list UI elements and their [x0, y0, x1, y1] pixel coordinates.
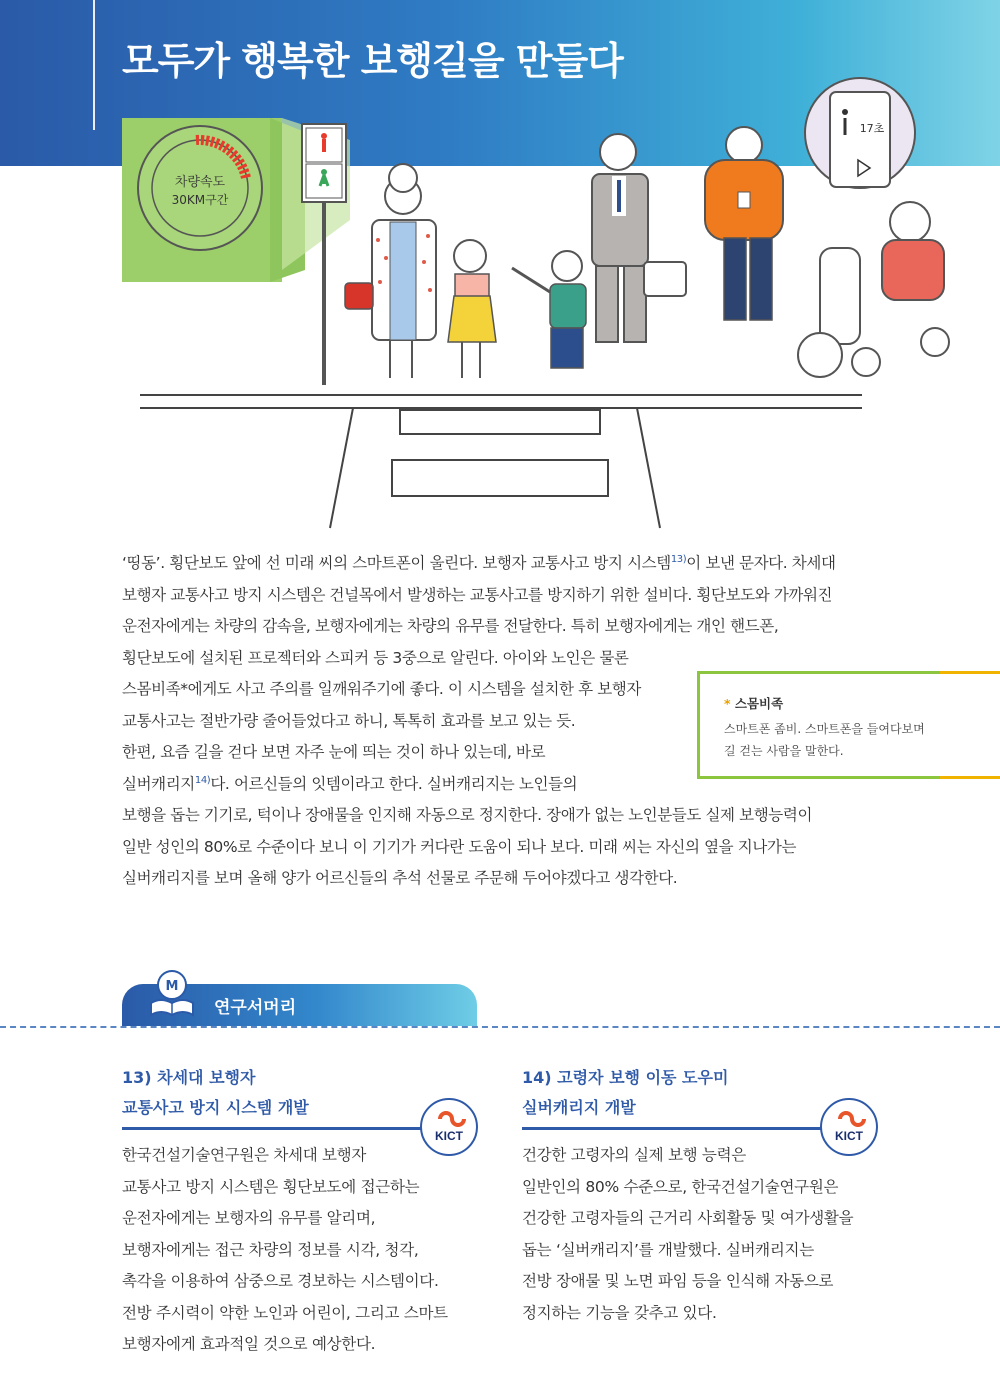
kict-logo: KICT [820, 1098, 878, 1156]
col1-text: 한국건설기술연구원은 차세대 보행자 교통사고 방지 시스템은 횡단보도에 접근하는 운전자에게는 보행자의 유무를 알리며, 보행자에게는 접근 차량의 정보를 시각, 청각, 촉각을 이용하여 삼중으로 경보하는 시스템이다. 전방 주시력이 약한 노인과 어린이, 그리고 스마트 보행자에게 효과적일 것으로 예상한다. [122, 1146, 448, 1353]
col1-rule [122, 1127, 432, 1130]
kict-mark-icon [436, 1108, 466, 1130]
crosswalk [140, 395, 862, 528]
footnote-ref-14: 14) [194, 774, 211, 786]
body-line-10: 일반 성인의 80%로 수준이다 보니 이 기기가 커다란 도움이 되나 보다. 미래 씨는 자신의 옆을 지나가는 [122, 837, 797, 856]
kict-logo: KICT [420, 1098, 478, 1156]
svg-text:M: M [165, 979, 179, 994]
col2-heading: 14) 고령자 보행 이동 도우미 실버캐리지 개발 [522, 1068, 729, 1117]
body-line-9: 보행을 돕는 기기로, 턱이나 장애물을 인지해 자동으로 정지한다. 장애가 없는 노인분들도 실제 보행능력이 [122, 806, 813, 824]
body-line-11: 실버캐리지를 보며 올해 양가 어르신들의 추석 선물로 주문해 두어야겠다고 생각한다. [122, 869, 678, 887]
page-title: 모두가 행복한 보행길을 만들다 [122, 39, 623, 83]
body-line-8: 실버캐리지$^{14)}$다. 어르신들의 잇템이라고 한다. 실버캐리지는 노인들의 [122, 774, 578, 793]
definition-body: 스마트폰 좀비. 스마트폰을 들여다보며 길 걷는 사람을 말한다. [724, 722, 925, 758]
sign-text-2: 30KM구간 [171, 193, 229, 207]
definition-box [697, 671, 1000, 779]
people [345, 78, 949, 378]
col1-heading: 13) 차세대 보행자 교통사고 방지 시스템 개발 [122, 1068, 309, 1117]
sign-text-1: 차량속도 [174, 175, 226, 190]
body-line-7: 한편, 요즘 길을 걷다 보면 자주 눈에 띄는 것이 하나 있는데, 바로 [122, 743, 546, 761]
body-line-2: 보행자 교통사고 방지 시스템은 건널목에서 발생하는 교통사고를 방지하기 위한 설비다. 횡단보도와 가까워진 [122, 585, 833, 604]
summary-label: 연구서머리 [214, 998, 297, 1018]
col2-text: 건강한 고령자의 실제 보행 능력은 일반인의 80% 수준으로, 한국건설기술연구원은 건강한 고령자들의 근거리 사회활동 및 여가생활을 돕는 ‘실버캐리지’를 개발했다. 실버캐리지는 전방 장애물 및 노면 파임 등을 인식해 자동으로 정지하는 기능을 갖추고 있다. [522, 1146, 854, 1322]
body-line-6: 교통사고는 절반가량 줄어들었다고 하니, 톡톡히 효과를 보고 있는 듯. [122, 711, 576, 730]
body-line-3: 운전자에게는 차량의 감속을, 보행자에게는 차량의 유무를 전달한다. 특히 보행자에게는 개인 핸드폰, [122, 617, 779, 635]
body-line-4: 횡단보도에 설치된 프로젝터와 스피커 등 3중으로 알린다. 아이와 노인은 물론 [122, 648, 629, 667]
phone-timer: 17초 [859, 122, 885, 135]
dashed-divider [0, 1026, 1000, 1028]
footnote-ref-13: 13) [670, 554, 687, 565]
definition-title: * 스몸비족 [724, 696, 784, 711]
crosswalk-illustration [0, 0, 1000, 540]
body-line-5: 스몸비족*에게도 사고 주의를 일깨워주기에 좋다. 이 시스템을 설치한 후 보행자 [122, 680, 641, 698]
kict-mark-icon [836, 1108, 866, 1130]
traffic-signal [302, 124, 346, 385]
lightbulb-book-icon [147, 967, 197, 1019]
body-line-1: ‘띵동’. 횡단보도 앞에 선 미래 씨의 스마트폰이 울린다. 보행자 교통사고 방지 시스템$^{13)}$이 보낸 문자다. 차세대 [122, 554, 836, 572]
col2-rule [522, 1127, 832, 1130]
